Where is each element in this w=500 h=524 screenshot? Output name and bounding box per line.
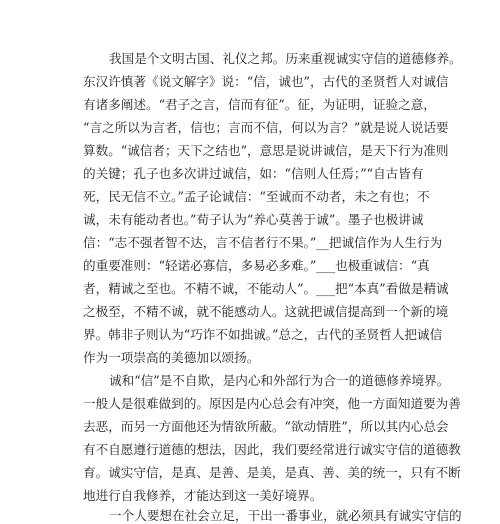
text-line: 的关键；孔子也多次讲过诚信，如：“信则人任焉；”“自古皆有 (83, 166, 424, 181)
text-line: 的重要准则：“轻诺必寡信，多易必多难。”___也极重诚信：“真 (83, 258, 430, 273)
text-line: 作为一项崇高的美德加以颂扬。 (83, 350, 260, 365)
text-line: 有不自愿遵行道德的想法，因此，我们要经常进行诚实守信的道德教 (83, 442, 461, 457)
text-line: 我国是个文明古国、礼仪之邦。历来重视诚实守信的道德修养。 (109, 51, 462, 66)
text-line: 地进行自我修养，才能达到这一美好境界。 (83, 488, 323, 503)
text-line: 界。韩非子则认为“巧诈不如拙诚。”总之，古代的圣贤哲人把诚信 (83, 327, 443, 342)
text-line: 育。诚实守信，是真、是善、是美，是真、善、美的统一，只有不断 (83, 465, 461, 480)
text-line: 去恶，而另一方面他还为情欲所蔽。“欲动情胜”，所以其内心总会 (83, 419, 449, 434)
text-line: “言之所以为言者，信也；言而不信，何以为言？”就是说人说话要 (83, 120, 449, 135)
text-line: 算数。“诚信者；天下之结也”，意思是说讲诚信，是天下行为准则 (83, 143, 449, 158)
text-line: 诚和“信”是不自欺，是内心和外部行为合一的道德修养境界。 (109, 373, 450, 388)
text-line: 诚，未有能动者也。”荀子认为“养心莫善于诚”。墨子也极讲诚 (83, 212, 424, 227)
text-line: 者，精诚之至也。不精不诚，不能动人”。___把“本真”看做是精诚 (83, 281, 449, 296)
text-line: 一般人是很难做到的。原因是内心总会有冲突，他一方面知道要为善 (83, 396, 461, 411)
text-line: 信：“志不强者智不达，言不信者行不果。”__把诚信作为人生行为 (83, 235, 443, 250)
text-line: 死，民无信不立。”孟子论诚信：“至诚而不动者，未之有也；不 (83, 189, 430, 204)
text-line: 有诸多阐述。“君子之言，信而有征”。征，为证明，证验之意， (83, 97, 436, 112)
text-line: 之极至，不精不诚，就不能感动人。这就把诚信提高到一个新的境 (83, 304, 449, 319)
text-line: 一个人要想在社会立足，干出一番事业，就必须具有诚实守信的 (109, 508, 462, 523)
text-line: 东汉许慎著《说文解字》说：“信，诚也”，古代的圣贤哲人对诚信 (83, 74, 449, 89)
